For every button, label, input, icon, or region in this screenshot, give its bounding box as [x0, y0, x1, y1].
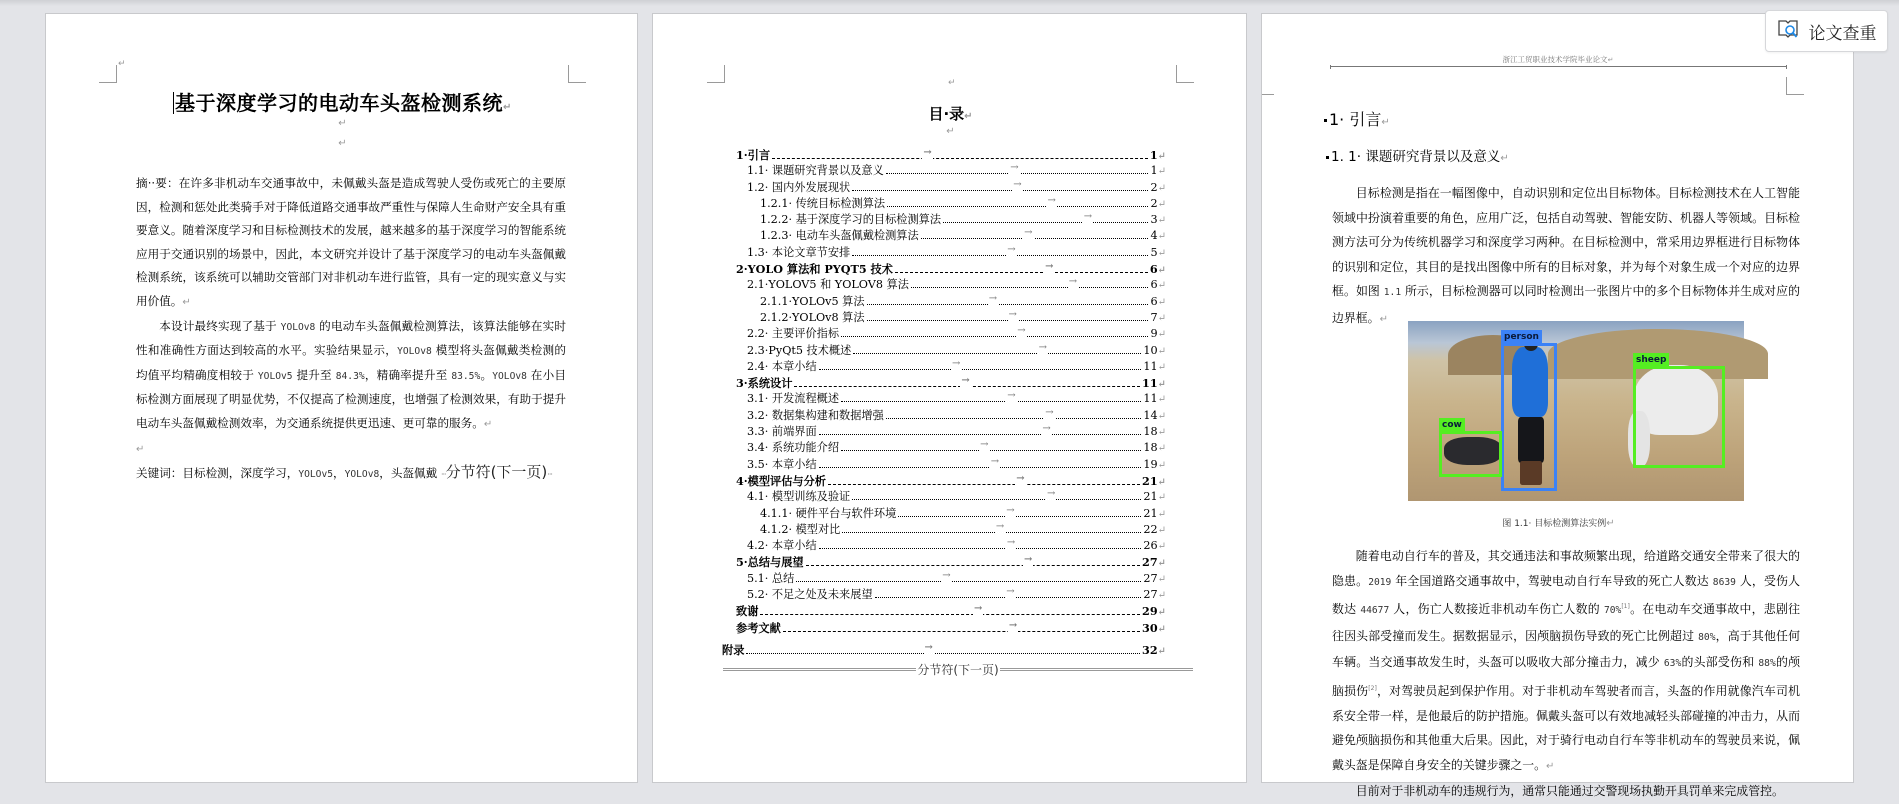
paragraph-mark: ↵ [1157, 345, 1166, 357]
toc-dot-leader [911, 278, 1149, 288]
toc-entry-page: 18 [1143, 425, 1158, 439]
section-heading: 1. 1· 课题研究背景以及意义↵ [1326, 145, 1509, 165]
body-paragraph: 目标检测是指在一幅图像中，自动识别和定位出目标物体。目标检测技术在人工智能领域中扮演着重要的角色，应用广泛，包括自动驾驶、智能安防、机器人等领域。目标检测方法可分为传统机器学习和深度学习两种。在目标检测中，常采用边界框进行目标物体的识别和定位，其目的是找出图像中所有的目标对象，并为每个对象生成一个对应的边界框。如图 1.1 所示，目标检测器可以同时检测出一张图片中的多个目标物体并生成对应的边界框。↵ [1332, 186, 1801, 325]
toc-entry[interactable] [736, 440, 1166, 456]
toc-dot-leader [746, 641, 1140, 654]
paragraph-mark: ↵ [338, 118, 347, 129]
toc-entry-page: 6 [1150, 294, 1158, 308]
toc-dot-leader [819, 425, 1142, 435]
abstract-paragraph-1: 摘··要：在许多非机动车交通事故中，未佩戴头盔是造成驾驶人受伤或死亡的主要原因，检测和惩处此类骑手对于降低道路交通事故严重性与保障人生命财产安全具有重要意义。随着深度学习和目标检测技术的发展，越来越多的基于深度学习的智能系统应用于交通识别的场景中，因此，本文研究并设计了基于深度学习的电动车头盔佩戴检测系统，该系统可以辅助交管部门对非机动车进行监管，具有一定的现实意义与实用价值。↵ [136, 176, 566, 308]
tab-mark-icon: → [1041, 421, 1051, 437]
toc-entry-page: 11 [1143, 359, 1158, 373]
tab-mark-icon: → [960, 373, 970, 389]
window-top-shadow [0, 0, 1899, 6]
toc-entry[interactable] [736, 587, 1166, 603]
toc-entry[interactable] [736, 147, 1166, 163]
paragraph-mark: ↵ [1157, 312, 1166, 324]
text-cursor [173, 92, 174, 114]
document-page-toc[interactable] [652, 13, 1247, 783]
tab-mark-icon: → [951, 356, 961, 372]
toc-entry-label: 1.2.2· 基于深度学习的目标检测算法 [760, 213, 942, 227]
margin-corner-mark [99, 65, 117, 83]
toc-entry-page: 18 [1143, 441, 1158, 455]
tab-mark-icon: → [979, 437, 989, 453]
toc-dot-leader [806, 556, 1140, 566]
toc-entry-label: 2.2· 主要评价指标 [747, 327, 840, 341]
tab-mark-icon: → [1046, 486, 1056, 502]
toc-dot-leader [875, 588, 1142, 598]
toc-entry[interactable] [736, 506, 1166, 522]
toc-entry-label: 附录 [722, 642, 745, 657]
bbox-sheep: sheep [1633, 366, 1725, 468]
paragraph-mark: ↵ [338, 138, 347, 149]
paragraph-mark: ↵ [1157, 476, 1166, 488]
paragraph-mark: ↵ [1157, 524, 1166, 536]
toc-entry[interactable] [736, 375, 1166, 391]
toc-entry-page: 27 [1142, 555, 1158, 570]
toc-entry-label: 3.2· 数据集构建和数据增强 [747, 408, 884, 422]
paragraph-mark: ↵ [1157, 329, 1166, 341]
toc-dot-leader [867, 292, 1149, 305]
toc-dot-leader [841, 392, 1141, 402]
toc-entry-label: 致谢 [736, 604, 759, 619]
toc-entry-page: 1 [1149, 148, 1158, 162]
tab-mark-icon: → [1023, 552, 1033, 568]
toc-entry-label: 5.2· 不足之处及未来展望 [747, 588, 873, 602]
toc-entry-page: 22 [1143, 522, 1158, 536]
body-paragraph: 随着电动自行车的普及，其交通违法和事故频繁出现，给道路交通安全带来了很大的隐患。2019 年全国道路交通事故中，驾驶电动自行车导致的死亡人数达 8639 人，受伤人数达 44677 人，伤亡人数接近非机动车伤亡人数的 70%[1]。在电动车交通事故中，悲剧往往因头部受撞而发生。据数据显示，因颅脑损伤导致的死亡比例超过 80%，高于其他任何车辆。当交通事故发生时，头盔可以吸收大部分撞击力，减少 63%的头部受伤和 88%的颅脑损伤[2]，对驾驶员起到保护作用。对于非机动车驾驶者而言，头盔的作用就像汽车司机系安全带一样，是他最后的防护措施。佩戴头盔可以有效地减轻头部碰撞的冲击力，从而避免颅脑损伤和其他重大后果。因此，对于骑行电动自行车等非机动车的驾驶员来说，佩戴头盔是保障自身安全的关键步骤之一。↵ 目前对于非机动车的违规行为，通常只能通过交警现场执勤开具罚单来完成管控。 [1332, 544, 1800, 804]
paragraph-mark: ↵ [1157, 265, 1166, 277]
tab-mark-icon: → [1006, 388, 1016, 404]
toc-entry-page: 9 [1150, 327, 1158, 341]
margin-corner-mark [707, 65, 725, 83]
toc-entry-label: 3.5· 本章小结 [747, 457, 817, 471]
tab-mark-icon: → [1015, 471, 1025, 487]
toc-entry-label: 2·YOLO 算法和 PYQT5 技术 [736, 262, 893, 277]
paragraph-mark: ↵ [1157, 492, 1166, 504]
toc-entry-label: 3·系统设计 [736, 376, 793, 391]
toc-dot-leader [921, 229, 1149, 239]
toc-entry[interactable] [736, 163, 1166, 179]
toc-dot-leader [887, 194, 1148, 207]
toc-entry[interactable] [736, 457, 1166, 473]
book-search-icon [1777, 18, 1799, 45]
body-paragraph-next: 目前对于非机动车的违规行为，通常只能通过交警现场执勤开具罚单来完成管控。 [1355, 784, 1784, 799]
toc-entry-label: 4.2· 本章小结 [747, 539, 817, 553]
paragraph-mark: ↵ [1157, 182, 1166, 194]
tab-mark-icon: → [1083, 209, 1093, 225]
tab-mark-icon: → [1068, 274, 1078, 290]
figure-caption: 图 1.1· 目标检测算法实例↵ [1502, 518, 1615, 529]
toc-entry-label: 3.4· 系统功能介绍 [747, 441, 840, 455]
toc-entry[interactable] [736, 408, 1166, 424]
toc-entry-label: 2.3·PyQt5 技术概述 [747, 343, 852, 357]
toc-entry-label: 4.1· 模型训练及验证 [747, 490, 851, 504]
toc-entry-page: 27 [1143, 571, 1158, 585]
toc-entry-label: 2.1.2·YOLOv8 算法 [760, 310, 865, 324]
tab-mark-icon: → [1009, 160, 1019, 176]
toc-entry[interactable] [736, 277, 1166, 293]
tab-mark-icon: → [941, 568, 951, 584]
paragraph-mark: ↵ [1157, 166, 1166, 178]
tab-mark-icon: → [924, 640, 934, 656]
toc-entry[interactable] [736, 180, 1166, 196]
running-header[interactable]: 浙江工贸职业技术学院毕业论文↵ [1330, 54, 1786, 67]
abstract-block[interactable] [136, 172, 566, 487]
toc-entry-label: 2.1·YOLOV5 和 YOLOV8 算法 [747, 278, 909, 292]
section-break-marker: 分节符(下一页) [445, 463, 548, 482]
paragraph-mark: ↵ [1157, 361, 1166, 373]
tab-mark-icon: → [1006, 535, 1016, 551]
toc-entry-label: 1.3· 本论文章节安排 [747, 245, 851, 259]
paragraph-mark: ↵ [1157, 280, 1166, 292]
toc-entry[interactable] [736, 310, 1166, 326]
toc-entry-page: 6 [1149, 262, 1158, 277]
tab-mark-icon: → [995, 519, 1005, 535]
toc-entry[interactable] [736, 603, 1166, 619]
margin-corner-mark [1176, 65, 1194, 83]
tab-mark-icon: → [1006, 242, 1016, 258]
paragraph-mark: ↵ [1157, 410, 1166, 422]
toc-entry[interactable] [736, 473, 1166, 489]
toc-dot-leader [819, 455, 1142, 468]
toc-entry-label: 2.4· 本章小结 [747, 359, 817, 373]
tab-mark-icon: → [922, 145, 932, 161]
keywords-line: 关键词：目标检测，深度学习，YOLOv5，YOLOv8，头盔佩戴 ···分节符(下一页)··· [136, 463, 552, 482]
toc-entry-label: 4.1.1· 硬件平台与软件环境 [760, 506, 897, 520]
toc-dot-leader [819, 357, 1142, 370]
tab-mark-icon: → [1012, 177, 1022, 193]
toc-entry[interactable] [736, 228, 1166, 244]
toc-entry-label: 参考文献 [736, 620, 781, 635]
toc-entry-page: 1 [1150, 164, 1158, 178]
toc-dot-leader [943, 213, 1148, 223]
tab-mark-icon: → [1005, 584, 1015, 600]
toc-entry-page: 27 [1143, 588, 1158, 602]
toc-dot-leader [852, 178, 1148, 191]
toc-entry-page: 29 [1142, 604, 1158, 619]
toc-entry[interactable] [736, 424, 1166, 440]
toc-entry-label: 1.1· 课题研究背景以及意义 [747, 164, 884, 178]
chapter-heading: 1· 引言↵ [1324, 107, 1390, 130]
tab-mark-icon: → [973, 601, 983, 617]
plagiarism-check-label: 论文查重 [1808, 23, 1877, 44]
margin-corner-mark [1786, 77, 1804, 95]
toc-entry-page: 2 [1150, 180, 1158, 194]
toc-dot-leader [819, 539, 1142, 549]
paragraph-mark: ↵ [1157, 231, 1166, 243]
paragraph-mark: ↵ [946, 126, 955, 137]
thesis-title[interactable]: 基于深度学习的电动车头盔检测系统↵ [175, 91, 512, 115]
toc-entry[interactable] [736, 391, 1166, 407]
toc-entry[interactable] [736, 359, 1166, 375]
toc-entry-label: 1·引言 [736, 148, 771, 162]
paragraph-mark: ↵ [1157, 427, 1166, 439]
toc-entry-label: 4.1.2· 模型对比 [760, 522, 841, 536]
paragraph-mark: ↵ [1157, 247, 1166, 259]
toc-entry[interactable] [736, 620, 1166, 636]
toc-entry-label: 1.2.3· 电动车头盔佩戴检测算法 [760, 229, 919, 243]
toc-entry-page: 30 [1142, 620, 1158, 635]
toc-entry[interactable] [736, 196, 1166, 212]
table-of-contents [722, 147, 1166, 658]
margin-corner-mark [1262, 77, 1274, 95]
document-page-title[interactable] [45, 13, 638, 783]
header-tick [1330, 65, 1331, 69]
toc-dot-leader [841, 441, 1141, 451]
toc-entry-page: 2 [1150, 196, 1158, 210]
toc-dot-leader [783, 619, 1140, 632]
toc-dot-leader [760, 605, 1140, 615]
toc-entry[interactable] [722, 642, 1166, 658]
paragraph-mark: ↵ [1157, 296, 1166, 308]
toc-title: 目·录↵ [928, 105, 973, 123]
toc-entry-label: 2.1.1·YOLOv5 算法 [760, 294, 865, 308]
tab-mark-icon: → [1038, 340, 1048, 356]
toc-entry[interactable] [736, 489, 1166, 505]
toc-entry-page: 32 [1142, 642, 1158, 657]
margin-corner-mark [568, 65, 586, 83]
plagiarism-check-button[interactable] [1765, 10, 1888, 52]
toc-entry-page: 6 [1150, 278, 1158, 292]
toc-dot-leader [772, 149, 1148, 159]
toc-entry-page: 19 [1143, 457, 1158, 471]
paragraph-mark: ↵ [1157, 645, 1166, 657]
paragraph-mark: ↵ [1157, 394, 1166, 406]
toc-entry-label: 5.1· 总结 [747, 571, 795, 585]
toc-entry-page: 10 [1143, 343, 1158, 357]
toc-entry-page: 21 [1142, 473, 1158, 488]
toc-dot-leader [841, 327, 1148, 337]
toc-entry[interactable] [736, 571, 1166, 587]
toc-entry-page: 4 [1150, 229, 1158, 243]
toc-entry-page: 14 [1143, 408, 1158, 422]
toc-entry-page: 21 [1143, 506, 1158, 520]
toc-entry[interactable] [736, 326, 1166, 342]
paragraph-mark: ↵ [1157, 541, 1166, 553]
toc-dot-leader [898, 504, 1141, 517]
tab-mark-icon: → [988, 291, 998, 307]
toc-entry[interactable] [736, 212, 1166, 228]
toc-entry[interactable] [736, 522, 1166, 538]
toc-entry-label: 1.2.1· 传统目标检测算法 [760, 196, 886, 210]
toc-entry-page: 26 [1143, 539, 1158, 553]
paragraph-mark: ↵ [1157, 459, 1166, 471]
toc-dot-leader [853, 341, 1141, 354]
bbox-person: person [1501, 343, 1557, 491]
paragraph-mark: ↵ [1157, 607, 1166, 619]
toc-entry-page: 5 [1150, 245, 1158, 259]
paragraph-mark: ↵ [1157, 443, 1166, 455]
paragraph-mark: ↵ [1157, 623, 1166, 635]
toc-entry[interactable] [736, 294, 1166, 310]
paragraph-mark: ↵ [1157, 558, 1166, 570]
tab-mark-icon: → [1023, 225, 1033, 241]
toc-entry[interactable] [736, 538, 1166, 554]
abstract-paragraph-2: 本设计最终实现了基于 YOLOv8 的电动车头盔佩戴检测算法，该算法能够在实时性和准确性方面达到较高的水平。实验结果显示，YOLOv8 模型将头盔佩戴类检测的均值平均精确度相较于 YOLOv5 提升至 84.3%，精确率提升至 83.5%。YOLOv8 在小目标检测方面展现了明显优势，不仅提高了检测速度，也增强了检测效果，有助于提升电动车头盔佩戴检测效率，为交通系统提供更迅速、更可靠的服务。↵ [136, 318, 567, 430]
tab-mark-icon: → [1008, 618, 1018, 634]
toc-entry[interactable] [736, 245, 1166, 261]
toc-dot-leader [794, 377, 1140, 387]
tab-mark-icon: → [1016, 323, 1026, 339]
toc-entry-page: 11 [1143, 392, 1158, 406]
paragraph-mark: ↵ [1157, 151, 1166, 162]
toc-entry-page: 21 [1143, 490, 1158, 504]
toc-dot-leader [886, 164, 1149, 174]
tab-mark-icon: → [1044, 259, 1054, 275]
toc-entry[interactable] [736, 261, 1166, 277]
tab-mark-icon: → [1044, 405, 1054, 421]
toc-dot-leader [796, 569, 1141, 582]
document-page-chapter1[interactable] [1261, 13, 1854, 799]
tab-mark-icon: → [1008, 307, 1018, 323]
section-break-marker: 分节符(下一页) [723, 661, 1193, 678]
paragraph-mark: ↵ [1157, 215, 1166, 227]
toc-entry-label: 4·模型评估与分析 [736, 473, 826, 488]
toc-dot-leader [852, 243, 1148, 256]
bbox-cow: cow [1439, 431, 1502, 477]
toc-entry-label: 3.3· 前端界面 [747, 425, 817, 439]
empty-paragraph: ↵ [136, 443, 145, 455]
toc-entry-label: 3.1· 开发流程概述 [747, 392, 840, 406]
detection-example-image[interactable] [1408, 321, 1744, 501]
paragraph-mark: ↵ [1157, 590, 1166, 602]
header-tick [1786, 65, 1787, 69]
tab-mark-icon: → [990, 454, 1000, 470]
tab-mark-icon: → [1005, 503, 1015, 519]
paragraph-mark: ↵ [118, 59, 126, 69]
toc-dot-leader [842, 520, 1141, 533]
toc-dot-leader [852, 490, 1141, 500]
toc-dot-leader [828, 472, 1140, 485]
paragraph-mark: ↵ [1157, 379, 1166, 391]
toc-dot-leader [895, 263, 1148, 273]
paragraph-mark: ↵ [1157, 508, 1166, 520]
paragraph-mark: ↵ [1157, 573, 1166, 585]
toc-entry-label: 5·总结与展望 [736, 555, 804, 570]
paragraph-mark: ↵ [1157, 198, 1166, 210]
toc-dot-leader [886, 406, 1142, 419]
toc-entry-page: 3 [1150, 213, 1158, 227]
tab-mark-icon: → [1047, 193, 1057, 209]
toc-entry-page: 7 [1150, 310, 1158, 324]
toc-dot-leader [867, 308, 1149, 321]
toc-entry-label: 1.2· 国内外发展现状 [747, 180, 851, 194]
paragraph-mark: ↵ [948, 78, 956, 88]
toc-entry-page: 11 [1142, 376, 1158, 391]
